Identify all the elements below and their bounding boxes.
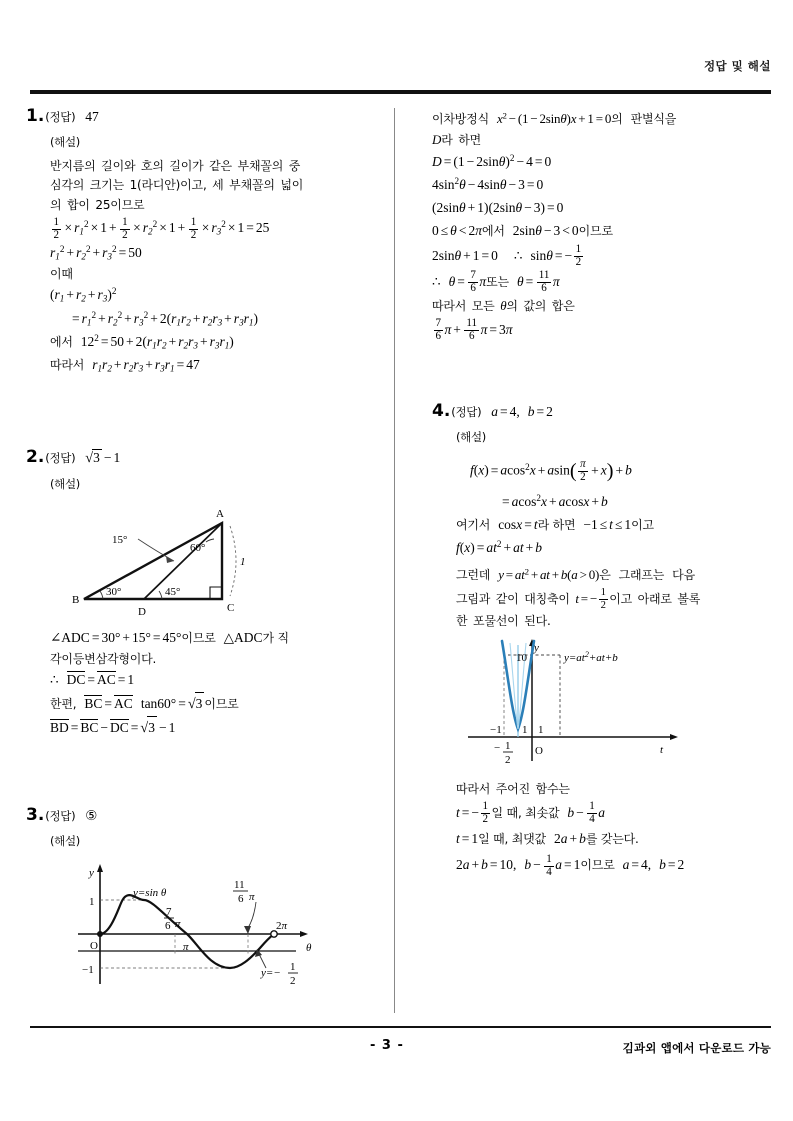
p1-text-4: 이때	[50, 266, 73, 281]
parabola-curve-label: $y=at^2+at+b$	[564, 650, 618, 665]
p4-text-1: 여기서	[456, 518, 491, 533]
problem-1-answer: 47	[85, 109, 99, 124]
footer-note: 김과외 앱에서 다운로드 가능	[622, 1041, 771, 1055]
ytick-10: 10	[516, 652, 527, 665]
svg-text:7: 7	[166, 905, 172, 918]
p4-eq-2: = acos$^2$x + acosx + b	[502, 493, 608, 510]
p2-text-2: 가 직	[262, 631, 289, 646]
page-footer	[30, 1038, 771, 1060]
header-rule	[30, 90, 771, 94]
p1-eq-6: 따라서 $r_1r_2 + r_2r_3 + r_3r_1 = 47$	[50, 356, 200, 374]
right-column	[432, 108, 787, 885]
p4-text-2: 라 하면	[537, 518, 576, 533]
svg-text:π: π	[249, 890, 255, 903]
p1-eq-1: $\frac{1}{2}$ × $r_1^2 \times 1$ + $\frac{1}{2}$ × $r_2^2 \times 1$ + $\frac{1}{2}$ × $r_3^2 \times 1 = 25$	[53, 215, 270, 241]
p2-eq-1: ∠ADC = 30° + 15° = 45°이므로 △ADC가 직	[50, 630, 289, 646]
rc-text-2: D라 하면	[432, 132, 481, 148]
p4-text-10: 일 때, 최솟값	[491, 805, 560, 820]
p4-text-4: 그런데 $y = at^2$ + at + b(a > 0)은 그래프는 다음	[456, 566, 695, 583]
axis-label-theta: θ	[306, 941, 312, 954]
rc-eq-1: $D = (1 - 2\sin\theta)^2 - 4 = 0$	[432, 153, 552, 169]
label-C: C	[227, 602, 235, 615]
rc-eq-6: ∴ θ = $\frac{7}{6}$ π또는 θ = $\frac{11}{6}$ π	[432, 269, 560, 295]
svg-text:y=−: y=−	[261, 966, 281, 979]
p1-text-5: 에서	[50, 334, 73, 349]
p1-text-6: 따라서	[50, 357, 85, 372]
svg-text:2: 2	[290, 974, 296, 987]
problem-1	[26, 108, 381, 377]
p2-text-3: 각이등변삼각형이다.	[50, 652, 157, 667]
solution-label: (해설)	[50, 477, 80, 492]
column-divider	[394, 108, 395, 1013]
p4-eq-1: f(x) = acos$^2$x + asin( $\frac{\pi}{2}$ + x) + b	[470, 457, 632, 483]
problem-4-head	[432, 403, 787, 420]
p2-eq-3: ∴ DC = AC = 1	[50, 672, 135, 688]
xtick-neg1: −1	[490, 724, 502, 737]
solution-label: (해설)	[456, 430, 486, 444]
rc-eq-5: 2sinθ + 1 = 0 ∴ sinθ = − $\frac{1}{2}$	[432, 243, 582, 268]
curve-label: y=sin θ	[133, 886, 167, 899]
right-triangle-figure	[70, 499, 320, 619]
p4-text-6: 한 포물선이 된다.	[456, 613, 551, 628]
p4-text-3: 이고	[631, 518, 654, 533]
ytick-neg1: −1	[82, 963, 94, 976]
solution-label: (해설)	[50, 135, 80, 149]
svg-text:−: −	[494, 742, 501, 755]
label-y-eq-neg-half	[260, 961, 298, 987]
left-column	[26, 108, 381, 999]
p2-eq-5: BD = BC − DC = √3 − 1	[50, 716, 381, 740]
problem-3-answer: ⑤	[85, 807, 98, 823]
answer-label: (정답)	[45, 110, 76, 124]
p4-text-5: 그림과 같이 대칭축이 t = − $\frac{1}{2}$ 이고 아래로 볼록	[456, 587, 701, 611]
p4-figure-wrapper	[464, 637, 787, 772]
p4-text-13: 이므로	[580, 858, 615, 873]
problem-3-number: 3.	[26, 804, 45, 825]
label-11over6pi	[233, 879, 255, 905]
p4-text-9: 따라서 주어진 함수는	[456, 782, 570, 797]
p4-eq-10: t = 1일 때, 최댓값 2a + b를 갖는다.	[456, 830, 639, 846]
label-A: A	[216, 508, 224, 521]
p3-figure-wrapper	[70, 856, 381, 991]
p4-eq-8: t = − $\frac{1}{2}$ 일 때, 최솟값 b − $\frac{1}{4}$ a	[456, 799, 606, 825]
problem-1-continued	[432, 108, 787, 343]
solution-label: (해설)	[50, 833, 80, 848]
p1-eq-2: $r_1^2 + r_2^2 + r_3^2 = 50$	[50, 244, 142, 262]
problem-1-head	[26, 108, 381, 125]
xtick-mid1: 1	[522, 724, 528, 737]
svg-text:6: 6	[238, 892, 244, 905]
problem-2-head	[26, 449, 381, 467]
sine-curve-figure	[70, 856, 330, 991]
problem-3	[26, 804, 381, 991]
p2-text-4: 한편,	[50, 697, 77, 712]
origin-label: O	[90, 939, 98, 952]
p1-text-3: 의 합이 25이므로	[50, 197, 145, 212]
problem-2-number: 2.	[26, 447, 45, 468]
svg-text:1: 1	[290, 960, 296, 973]
axis-label-y2: y	[534, 642, 539, 655]
p4-text-11: 일 때, 최댓값	[478, 831, 546, 846]
label-60deg: 60°	[190, 542, 206, 555]
svg-text:1: 1	[505, 740, 511, 753]
p2-text-1: 이므로	[181, 631, 216, 646]
svg-text:11: 11	[234, 878, 245, 891]
axis-label-t: t	[660, 744, 664, 757]
label-B: B	[72, 594, 80, 607]
p2-figure-wrapper	[70, 499, 381, 619]
xtick-pi: π	[183, 940, 189, 953]
rc-eq-7: $\frac{7}{6}$ π + $\frac{11}{6}$ π = 3π	[435, 317, 513, 342]
p2-text-5: 이므로	[204, 697, 239, 712]
rc-text-1: 이차방정식 $x^2 - (1 - 2\sin\theta)x + 1 = 0$의 판별식을	[432, 110, 677, 126]
p1-eq-4: = $r_1^2 + r_2^2 + r_3^2 + 2(r_1r_2 + r_2r_3 + r_3r_1)$	[72, 309, 259, 328]
problem-3-head	[26, 804, 381, 825]
svg-text:π: π	[175, 917, 181, 930]
svg-text:2: 2	[505, 754, 511, 767]
svg-text:6: 6	[165, 919, 171, 932]
p2-eq-4: 한편, BC = AC tan60° = √3 이므로	[50, 692, 381, 716]
footer-rule	[30, 1026, 771, 1028]
problem-4-number: 4.	[432, 401, 451, 421]
answer-label: (정답)	[45, 451, 76, 466]
problem-4-answer: a = 4, b = 2	[491, 404, 553, 419]
p4-eq-12: 2a + b = 10, b − $\frac{1}{4}$ a = 1이므로 a = 4, b = 2	[456, 852, 685, 878]
xtick-1: 1	[538, 724, 544, 737]
label-7over6pi	[164, 906, 181, 932]
problem-2-answer: √3 − 1	[85, 450, 121, 467]
ytick-1: 1	[89, 895, 95, 908]
problem-2	[26, 449, 381, 740]
rc-eq-3: (2sinθ + 1)(2sinθ − 3) = 0	[432, 199, 564, 215]
answer-label: (정답)	[451, 405, 482, 419]
p4-text-12: 를 갖는다.	[585, 831, 639, 846]
label-45deg: 45°	[165, 586, 181, 599]
xtick-2pi: 2π	[276, 919, 288, 932]
parabola-figure	[464, 637, 714, 772]
label-15deg: 15°	[112, 534, 128, 547]
rc-text-3: 따라서 모든 θ의 값의 합은	[432, 298, 575, 314]
p1-eq-3: $(r_1 + r_2 + r_3)^2$	[50, 286, 117, 304]
problem-4	[432, 403, 787, 879]
rc-eq-4: 0 ≤ θ < 2π에서 2sinθ − 3 < 0이므로	[432, 222, 613, 238]
label-30deg: 30°	[106, 586, 122, 599]
p1-text-2: 심각의 크기는 1(라디안)이고, 세 부채꼴의 넓이	[50, 178, 304, 193]
problem-1-number: 1.	[26, 106, 45, 126]
p4-eq-5: $f(x) = at^2$ + at + b	[456, 539, 543, 556]
label-neg-half	[494, 740, 513, 766]
p1-eq-5: 에서 $12^2 = 50 + 2(r_1r_2 + r_2r_3 + r_3r_1)$	[50, 332, 234, 351]
p4-eq-3: 여기서 cosx = t라 하면 −1 ≤ t ≤ 1이고	[456, 517, 654, 533]
axis-label-y: y	[89, 866, 94, 879]
p1-text-1: 반지름의 길이와 호의 길이가 같은 부채꼴의 중	[50, 159, 301, 173]
label-side-1: 1	[240, 556, 246, 569]
answer-label: (정답)	[45, 808, 76, 823]
label-D: D	[138, 606, 146, 619]
page-number: - 3 -	[370, 1038, 404, 1053]
rc-eq-2: $4\sin^2\theta - 4\sin\theta - 3 = 0$	[432, 176, 544, 192]
header-title: 정답 및 해설	[703, 59, 771, 73]
page-header	[30, 58, 771, 88]
origin-label-o: O	[535, 745, 543, 758]
